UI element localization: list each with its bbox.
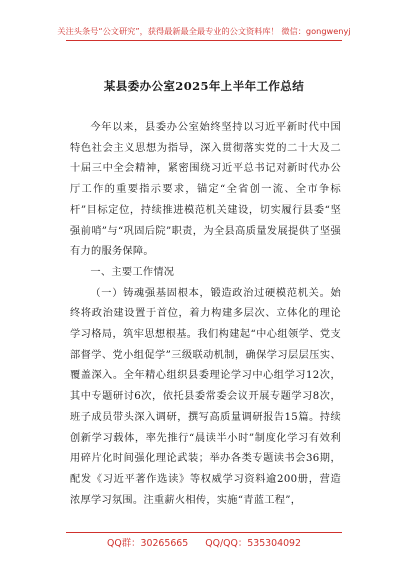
document-title: 某县委办公室2025年上半年工作总结 <box>103 79 305 93</box>
subsection-paragraph: （一）铸魂强基固根本，锻造政治过硬模范机关。始终将政治建设置于首位，着力构建多层次、立体化的理论学习格局，筑牢思想根基。我们构建起“中心组领学、党支部督学、党小组促学”三级联动机制，确保学习层层压实、覆盖深入。全年精心组织县委理论学习中心组学习12次，其中专题研讨6次，依托县委常委会议开展专题学习8次，班子成员带头深入调研，撰写高质量调研报告15篇。持续创新学习载体，率先推行“晨读半小时”制度化学习有效利用碎片化时间强化理论武装；举办各类专题读书会36期，配发《习近平著作选读》等权威学习资料逾200册，营造浓厚学习氛围。注重薪火相传，实施“青蓝工程”， <box>70 287 341 506</box>
section-heading: 一、主要工作情况 <box>90 266 175 278</box>
header-note: 关注头条号“公文研究”，获得最新最全最专业的公文资料库！ 微信：gongwenyj <box>57 26 351 36</box>
document-body <box>70 118 341 511</box>
intro-paragraph: 今年以来，县委办公室始终坚持以习近平新时代中国特色社会主义思想为指导，深入贯彻落实党的二十大及二十届三中全会精神，紧密围绕习近平总书记对新时代办公厅工作的重要指示要求，锚定“全省创一流、全市争标杆”目标定位，持续推进模范机关建设，切实履行县委“坚强前哨”与“巩固后院”职责，为全县高质量发展提供了坚强有力的服务保障。 <box>70 122 341 258</box>
header-divider <box>66 40 342 41</box>
footer-contact <box>0 535 408 549</box>
footer-divider <box>66 532 342 533</box>
footer-qq-group: QQ群：30265665 <box>107 538 189 549</box>
footer-qq-contact: QQ/QQ：535304092 <box>205 538 301 549</box>
